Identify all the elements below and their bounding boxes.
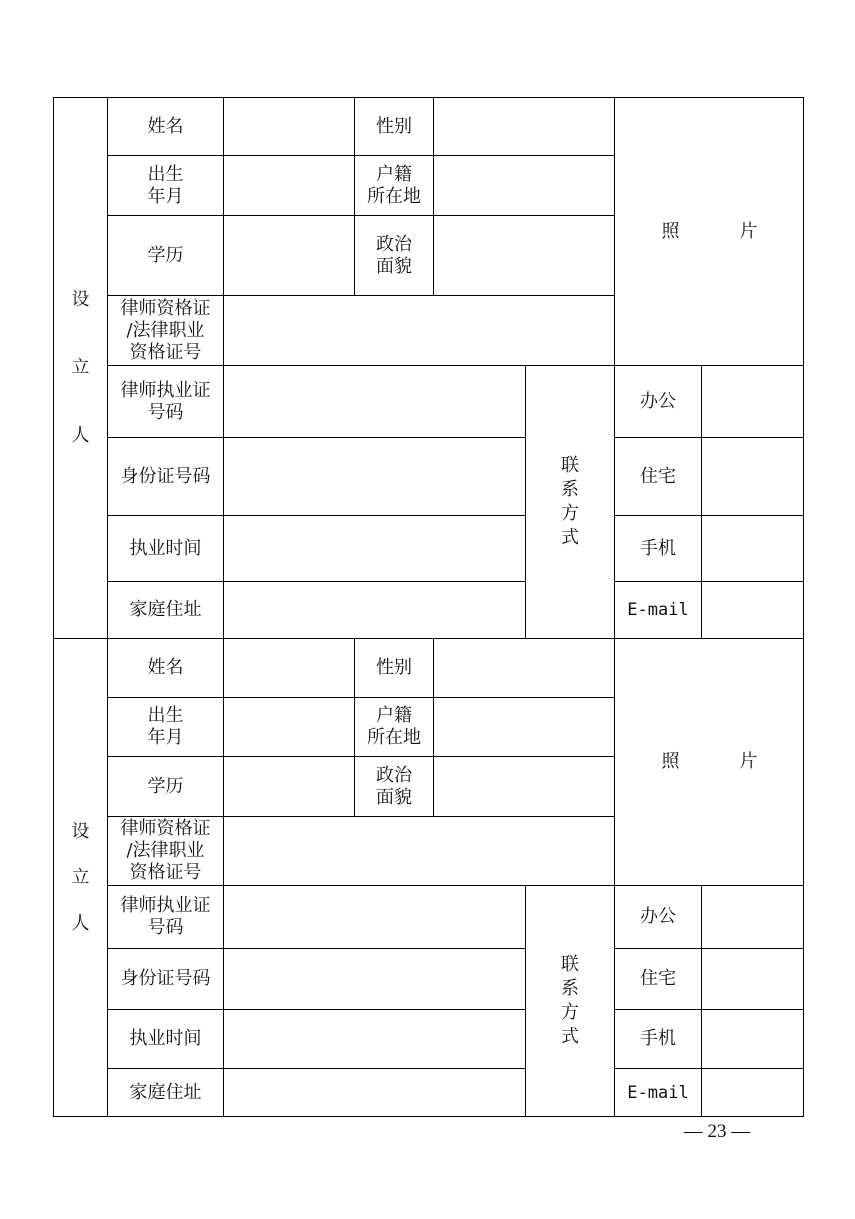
- contact-char: 系: [561, 479, 579, 500]
- section-char: 设: [71, 820, 90, 842]
- label-hukou: 户籍 所在地: [354, 697, 433, 756]
- label-birth-date: 出生 年月: [107, 155, 223, 215]
- contact-method-label: [525, 365, 614, 638]
- label-education: 学历: [107, 756, 223, 816]
- label-home-phone: 住宅: [614, 437, 701, 515]
- email-field[interactable]: [701, 581, 804, 638]
- photo-label-char: 照: [661, 220, 680, 242]
- practice-time-field[interactable]: [223, 515, 525, 581]
- photo-label-char: 片: [739, 751, 758, 772]
- photo-box[interactable]: [614, 97, 804, 365]
- label-office-phone: 办公: [614, 365, 701, 437]
- mobile-phone-field[interactable]: [701, 1009, 804, 1068]
- name-field[interactable]: [223, 97, 354, 155]
- section-label-applicant: [53, 638, 107, 1116]
- license-number-field[interactable]: [223, 365, 525, 437]
- label-id-number: 身份证号码: [107, 437, 223, 515]
- contact-char: 式: [561, 527, 579, 548]
- label-education: 学历: [107, 215, 223, 295]
- label-mobile-phone: 手机: [614, 515, 701, 581]
- home-address-field[interactable]: [223, 1068, 525, 1116]
- contact-char: 式: [561, 1026, 579, 1047]
- label-qualification-number: 律师资格证 /法律职业 资格证号: [107, 816, 223, 885]
- section-char: 立: [71, 866, 90, 888]
- id-number-field[interactable]: [223, 437, 525, 515]
- label-gender: 性别: [354, 638, 433, 697]
- education-field[interactable]: [223, 756, 354, 816]
- contact-char: 系: [561, 978, 579, 999]
- home-phone-field[interactable]: [701, 948, 804, 1009]
- section-char: 人: [71, 912, 90, 934]
- practice-time-field[interactable]: [223, 1009, 525, 1068]
- label-email: E-mail: [614, 1068, 701, 1116]
- photo-label-char: 片: [739, 220, 758, 242]
- photo-box[interactable]: [614, 638, 804, 885]
- label-practice-time: 执业时间: [107, 1009, 223, 1068]
- political-status-field[interactable]: [433, 215, 614, 295]
- email-field[interactable]: [701, 1068, 804, 1116]
- label-email: E-mail: [614, 581, 701, 638]
- gender-field[interactable]: [433, 97, 614, 155]
- contact-char: 联: [561, 455, 579, 476]
- office-phone-field[interactable]: [701, 885, 804, 948]
- contact-char: 方: [561, 1002, 579, 1023]
- contact-char: 方: [561, 503, 579, 524]
- name-field[interactable]: [223, 638, 354, 697]
- mobile-phone-field[interactable]: [701, 515, 804, 581]
- label-home-address: 家庭住址: [107, 1068, 223, 1116]
- label-hukou: 户籍 所在地: [354, 155, 433, 215]
- label-name: 姓名: [107, 638, 223, 697]
- label-office-phone: 办公: [614, 885, 701, 948]
- label-gender: 性别: [354, 97, 433, 155]
- gender-field[interactable]: [433, 638, 614, 697]
- section-char: 设: [71, 289, 90, 310]
- label-political-status: 政治 面貌: [354, 756, 433, 816]
- label-qualification-number: 律师资格证 /法律职业 资格证号: [107, 295, 223, 365]
- photo-label-char: 照: [661, 751, 680, 772]
- political-status-field[interactable]: [433, 756, 614, 816]
- id-number-field[interactable]: [223, 948, 525, 1009]
- section-char: 人: [71, 425, 90, 446]
- section-label-applicant: [53, 97, 107, 638]
- contact-char: 联: [561, 954, 579, 975]
- contact-method-label: [525, 885, 614, 1116]
- office-phone-field[interactable]: [701, 365, 804, 437]
- hukou-field[interactable]: [433, 697, 614, 756]
- section-char: 立: [71, 357, 90, 378]
- label-id-number: 身份证号码: [107, 948, 223, 1009]
- label-political-status: 政治 面貌: [354, 215, 433, 295]
- qualification-number-field[interactable]: [223, 816, 614, 885]
- label-practice-time: 执业时间: [107, 515, 223, 581]
- label-mobile-phone: 手机: [614, 1009, 701, 1068]
- applicant-block-2: [53, 638, 804, 1116]
- label-license-number: 律师执业证 号码: [107, 365, 223, 437]
- qualification-number-field[interactable]: [223, 295, 614, 365]
- hukou-field[interactable]: [433, 155, 614, 215]
- birth-date-field[interactable]: [223, 155, 354, 215]
- page-number: — 23 —: [683, 1121, 751, 1142]
- label-birth-date: 出生 年月: [107, 697, 223, 756]
- label-name: 姓名: [107, 97, 223, 155]
- license-number-field[interactable]: [223, 885, 525, 948]
- label-home-phone: 住宅: [614, 948, 701, 1009]
- home-address-field[interactable]: [223, 581, 525, 638]
- home-phone-field[interactable]: [701, 437, 804, 515]
- birth-date-field[interactable]: [223, 697, 354, 756]
- applicant-block-1: [53, 97, 804, 638]
- label-home-address: 家庭住址: [107, 581, 223, 638]
- label-license-number: 律师执业证 号码: [107, 885, 223, 948]
- education-field[interactable]: [223, 215, 354, 295]
